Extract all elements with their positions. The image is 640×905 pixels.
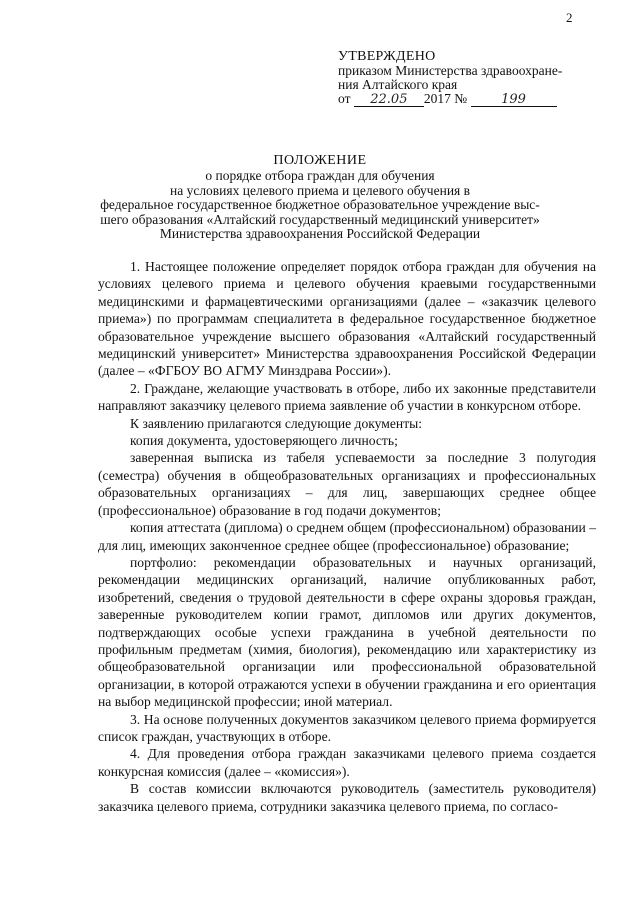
title-line: о порядке отбора граждан для обучения [205,168,435,184]
title-line: федеральное государственное бюджетное образовательное учреждение выс- [100,197,540,213]
paragraph: В состав комиссии включаются руководитель (заместитель руководителя) заказчика целевого приема, сотрудники заказчика целевого приема, по согласо- [98,781,596,814]
page-number: 2 [566,10,573,25]
number-sign: № [454,91,468,106]
paragraph: К заявлению прилагаются следующие документы: [130,415,423,431]
document-title [80,154,560,241]
approval-year: 2017 [423,91,451,106]
paragraph: 2. Граждане, желающие участвовать в отборе, либо их законные представители направляют заказчику целевого приема заявление об участии в конкурсном отборе. [98,380,596,414]
title-main: ПОЛОЖЕНИЕ [273,153,367,168]
list-item: заверенная выписка из табеля успеваемости за последние 3 полугодия (семестра) обучения в общеобразовательных организациях и профессиональных образовательных организациях – для лиц, завершающих среднее общее (профессиональное) образование в год подачи документов; [98,450,596,518]
approval-line-2: ния Алтайского края [338,77,458,92]
paragraph: 3. На основе полученных документов заказчиком целевого приема формируется список граждан, участвующих в отборе. [98,711,596,744]
title-line: шего образования «Алтайский государственный медицинский университет» [100,211,540,227]
approval-line-1: приказом Министерства здравоохране- [338,63,563,78]
list-item: копия аттестата (диплома) о среднем общем (профессиональном) образовании – для лиц, имеющих законченное среднее общее (профессиональное) образование; [98,520,596,553]
paragraph: 1. Настоящее положение определяет порядок отбора граждан для обучения на условиях целевого приема и целевого обучения краевыми государственными медицинскими и фармацевтическими организациями (далее – «заказчик целевого приема») по программам специалитета в федеральное государственное бюджетное образовательное учреждение высшего образования «Алтайский государственный медицинский университет» Министерства здравоохранения Российской Федерации (далее – «ФГБОУ ВО АГМУ Минздрава России»). [98,259,596,379]
title-line: на условиях целевого приема и целевого обучения в [169,182,470,198]
handwritten-date: 22.05 [354,93,424,107]
title-line: Министерства здравоохранения Российской Федерации [159,226,481,242]
list-item: копия документа, удостоверяющего личность; [130,433,398,449]
list-item: портфолио: рекомендации образовательных и научных организаций, рекомендации медицинских организаций, наличие опубликованных работ, изобретений, сведения о трудовой деятельности в сфере охраны здоровья граждан, заверенные руководителем копии грамот, дипломов или других документов, подтверждающих особые успехи гражданина в учебной деятельности по профильным предметам (химия, биология), рекомендацию или характеристику из общеобразовательной организации или профессиональной образовательной организации, в которой отражаются успехи в обучении гражданина и его ориентация на выбор медицинской профессии; иной материал. [98,554,596,710]
date-prefix: от [338,91,351,106]
approval-block [338,50,608,107]
approval-date-line [338,92,608,107]
handwritten-number: 199 [471,93,557,107]
document-body [98,258,596,815]
paragraph: 4. Для проведения отбора граждан заказчиками целевого приема создается конкурсная комиссия (далее – «комиссия»). [98,746,596,779]
approval-label: УТВЕРЖДЕНО [338,49,436,64]
